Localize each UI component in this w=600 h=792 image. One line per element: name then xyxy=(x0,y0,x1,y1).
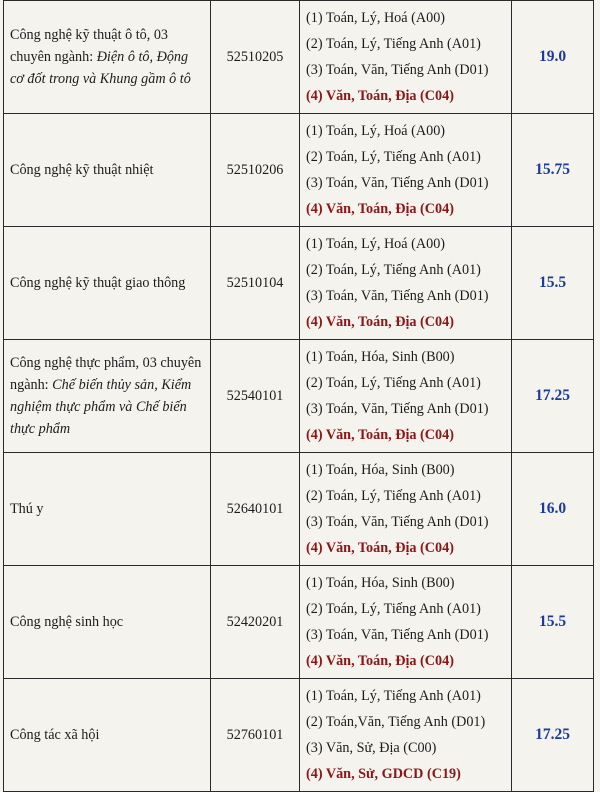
table-row xyxy=(4,679,594,792)
major-name: Công nghệ kỹ thuật nhiệt xyxy=(10,162,154,178)
subject-combination: (1) Toán, Hóa, Sinh (B00) xyxy=(306,349,455,365)
cutoff-score: 15.5 xyxy=(512,227,594,340)
major-name-cell xyxy=(4,679,211,792)
major-code: 52420201 xyxy=(211,566,300,679)
table-row xyxy=(4,114,594,227)
table-row xyxy=(4,340,594,453)
subject-combination: (1) Toán, Lý, Tiếng Anh (A01) xyxy=(306,688,481,704)
subject-combination: (2) Toán, Lý, Tiếng Anh (A01) xyxy=(306,36,481,52)
subject-combination: (3) Toán, Văn, Tiếng Anh (D01) xyxy=(306,627,489,643)
major-code: 52510205 xyxy=(211,1,300,114)
major-name-cell xyxy=(4,227,211,340)
major-code: 52760101 xyxy=(211,679,300,792)
subject-combination: (2) Toán, Lý, Tiếng Anh (A01) xyxy=(306,262,481,278)
subject-combination: (4) Văn, Toán, Địa (C04) xyxy=(306,653,454,669)
subject-combination: (2) Toán,Văn, Tiếng Anh (D01) xyxy=(306,714,486,730)
major-specializations: Điện ô tô, Động cơ đốt trong và Khung gầm ô tô xyxy=(10,49,191,87)
major-name-cell xyxy=(4,114,211,227)
subject-combination: (2) Toán, Lý, Tiếng Anh (A01) xyxy=(306,375,481,391)
subject-combination: (4) Văn, Toán, Địa (C04) xyxy=(306,427,454,443)
table-row xyxy=(4,227,594,340)
subject-combination: (4) Văn, Sử, GDCD (C19) xyxy=(306,766,461,782)
subject-combinations-cell xyxy=(300,566,512,679)
cutoff-score: 15.75 xyxy=(512,114,594,227)
cutoff-score: 16.0 xyxy=(512,453,594,566)
subject-combination: (3) Toán, Văn, Tiếng Anh (D01) xyxy=(306,401,489,417)
table-row xyxy=(4,453,594,566)
major-code: 52510104 xyxy=(211,227,300,340)
table-row xyxy=(4,1,594,114)
subject-combination: (3) Toán, Văn, Tiếng Anh (D01) xyxy=(306,288,489,304)
subject-combinations-cell xyxy=(300,453,512,566)
subject-combination: (1) Toán, Lý, Hoá (A00) xyxy=(306,10,446,26)
subject-combination: (4) Văn, Toán, Địa (C04) xyxy=(306,314,454,330)
subject-combinations-cell xyxy=(300,340,512,453)
major-name: Thú y xyxy=(10,501,44,517)
subject-combination: (4) Văn, Toán, Địa (C04) xyxy=(306,201,454,217)
table-body xyxy=(4,1,594,792)
cutoff-score: 15.5 xyxy=(512,566,594,679)
cutoff-score: 17.25 xyxy=(512,679,594,792)
subject-combinations-cell xyxy=(300,227,512,340)
subject-combination: (1) Toán, Hóa, Sinh (B00) xyxy=(306,462,455,478)
subject-combination: (3) Toán, Văn, Tiếng Anh (D01) xyxy=(306,514,489,530)
subject-combinations-cell xyxy=(300,679,512,792)
subject-combination: (2) Toán, Lý, Tiếng Anh (A01) xyxy=(306,149,481,165)
cutoff-score: 17.25 xyxy=(512,340,594,453)
major-name: Công tác xã hội xyxy=(10,727,100,743)
subject-combinations-cell xyxy=(300,114,512,227)
major-code: 52510206 xyxy=(211,114,300,227)
major-code: 52640101 xyxy=(211,453,300,566)
subject-combinations-cell xyxy=(300,1,512,114)
major-name-cell xyxy=(4,1,211,114)
subject-combination: (4) Văn, Toán, Địa (C04) xyxy=(306,88,454,104)
major-name-cell xyxy=(4,340,211,453)
table-row xyxy=(4,566,594,679)
major-code: 52540101 xyxy=(211,340,300,453)
subject-combination: (1) Toán, Lý, Hoá (A00) xyxy=(306,236,446,252)
major-name: Công nghệ thực phẩm, 03 chuyên ngành: xyxy=(10,355,202,393)
major-name-cell xyxy=(4,566,211,679)
major-name: Công nghệ kỹ thuật giao thông xyxy=(10,275,186,291)
subject-combination: (2) Toán, Lý, Tiếng Anh (A01) xyxy=(306,488,481,504)
subject-combination: (4) Văn, Toán, Địa (C04) xyxy=(306,540,454,556)
major-name: Công nghệ sinh học xyxy=(10,614,124,630)
subject-combination: (3) Toán, Văn, Tiếng Anh (D01) xyxy=(306,175,489,191)
cutoff-score: 19.0 xyxy=(512,1,594,114)
subject-combination: (1) Toán, Hóa, Sinh (B00) xyxy=(306,575,455,591)
subject-combination: (2) Toán, Lý, Tiếng Anh (A01) xyxy=(306,601,481,617)
subject-combination: (3) Toán, Văn, Tiếng Anh (D01) xyxy=(306,62,489,78)
major-name: Công nghệ kỹ thuật ô tô, 03 chuyên ngành: xyxy=(10,27,169,65)
subject-combination: (3) Văn, Sử, Địa (C00) xyxy=(306,740,437,756)
major-name-cell xyxy=(4,453,211,566)
admission-scores-table xyxy=(3,0,594,792)
subject-combination: (1) Toán, Lý, Hoá (A00) xyxy=(306,123,446,139)
major-specializations: Chế biến thủy sản, Kiểm nghiệm thực phẩm và Chế biến thực phẩm xyxy=(10,377,192,437)
